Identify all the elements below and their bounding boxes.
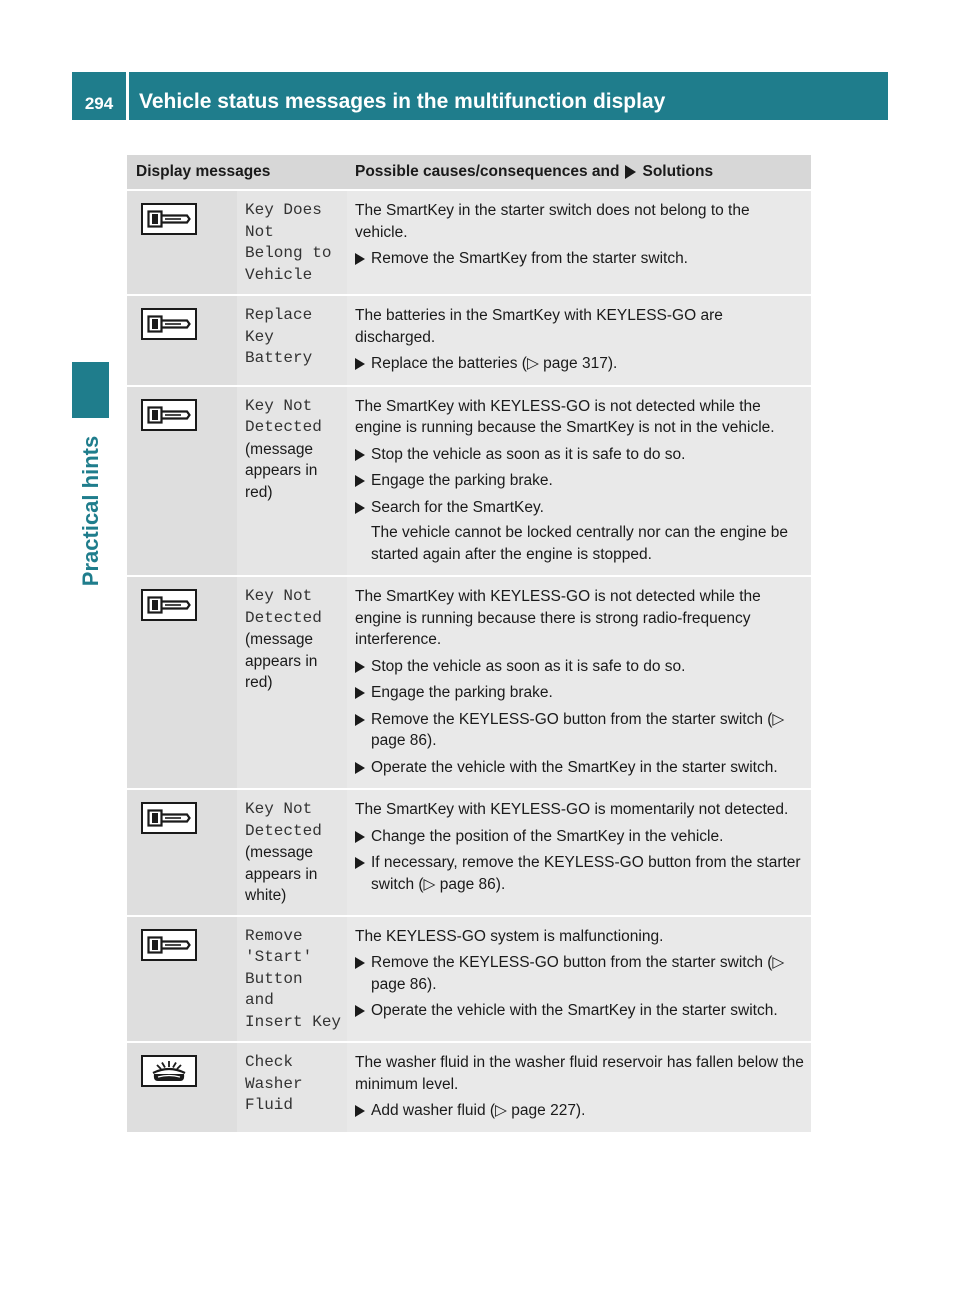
step-arrow-icon — [355, 826, 371, 848]
smartkey-icon — [141, 589, 197, 621]
solution-step — [355, 709, 805, 752]
display-message: Key Not Detected — [245, 800, 322, 840]
display-message: Remove 'Start' Button and Insert Key — [245, 926, 342, 1031]
messages-table — [127, 155, 811, 1132]
washer-fluid-icon — [141, 1055, 197, 1087]
step-arrow-icon — [355, 444, 371, 466]
solution-cell — [347, 387, 811, 576]
message-note: (message appears in white) — [245, 844, 318, 904]
step-arrow-icon — [355, 248, 371, 270]
solution-cell — [347, 191, 811, 294]
icon-cell — [127, 790, 237, 915]
cause-text: The KEYLESS-GO system is malfunctioning. — [355, 927, 664, 945]
page-header — [72, 72, 888, 120]
display-message: Key Does Not Belong to Vehicle — [245, 201, 332, 284]
step-arrow-icon — [355, 852, 371, 895]
step-text: Operate the vehicle with the SmartKey in the starter switch. — [371, 758, 778, 776]
smartkey-icon — [141, 203, 197, 235]
section-marker — [72, 362, 109, 418]
display-message: Key Not Detected — [245, 396, 322, 436]
step-note: The vehicle cannot be locked centrally nor can the engine be started again after the engine is stopped. — [371, 524, 789, 563]
step-arrow-icon — [355, 682, 371, 704]
table-row — [127, 385, 811, 576]
icon-cell — [127, 296, 237, 385]
display-message: Check Washer Fluid — [245, 1053, 303, 1114]
step-text: Change the position of the SmartKey in the vehicle. — [371, 827, 724, 845]
smartkey-icon — [141, 308, 197, 340]
cause-text: The washer fluid in the washer fluid reservoir has fallen below the minimum level. — [355, 1054, 804, 1093]
section-label: Practical hints — [77, 435, 103, 587]
table-row — [127, 1041, 811, 1132]
cause-text: The batteries in the SmartKey with KEYLESS-GO are discharged. — [355, 307, 723, 346]
step-text: If necessary, remove the KEYLESS-GO button from the starter switch (▷ page 86). — [371, 854, 801, 893]
solution-cell — [347, 790, 811, 915]
step-arrow-icon — [355, 1100, 371, 1122]
message-cell — [237, 191, 347, 294]
col-header-solutions-post: Solutions — [642, 163, 714, 180]
icon-cell — [127, 917, 237, 1042]
step-arrow-icon — [355, 656, 371, 678]
smartkey-icon — [141, 802, 197, 834]
solution-step — [355, 656, 805, 678]
message-cell — [237, 917, 347, 1042]
table-header — [127, 155, 811, 189]
step-arrow-icon — [355, 709, 371, 752]
solution-step — [355, 248, 805, 270]
solution-step — [355, 757, 805, 779]
cause-text: The SmartKey with KEYLESS-GO is momentarily not detected. — [355, 801, 789, 818]
table-row — [127, 294, 811, 385]
step-text: Replace the batteries (▷ page 317). — [371, 355, 618, 372]
page-title: Vehicle status messages in the multifunction display — [129, 72, 888, 120]
step-text: Remove the KEYLESS-GO button from the starter switch (▷ page 86). — [371, 710, 785, 749]
cause-text: The SmartKey with KEYLESS-GO is not detected while the engine is running because the SmartKey is not in the vehicle. — [355, 397, 775, 436]
message-cell — [237, 387, 347, 576]
message-cell — [237, 790, 347, 915]
step-arrow-icon — [355, 497, 371, 519]
col-header-solutions — [347, 163, 811, 181]
table-body — [127, 189, 811, 1132]
message-cell — [237, 1043, 347, 1132]
solution-cell — [347, 296, 811, 385]
solution-step — [355, 1100, 805, 1122]
step-arrow-icon — [355, 470, 371, 492]
page-number: 294 — [72, 72, 126, 120]
action-arrow-icon — [625, 165, 636, 179]
solution-step — [355, 444, 805, 466]
message-cell — [237, 577, 347, 788]
message-note: (message appears in red) — [245, 440, 318, 501]
step-text: Engage the parking brake. — [371, 684, 553, 701]
table-row — [127, 575, 811, 788]
step-arrow-icon — [355, 757, 371, 779]
step-text: Remove the KEYLESS-GO button from the starter switch (▷ page 86). — [371, 954, 785, 993]
col-header-solutions-pre: Possible causes/consequences and — [355, 163, 620, 180]
solution-cell — [347, 577, 811, 788]
step-text: Add washer fluid (▷ page 227). — [371, 1102, 586, 1119]
message-cell — [237, 296, 347, 385]
solution-cell — [347, 1043, 811, 1132]
step-text: Stop the vehicle as soon as it is safe to do so. — [371, 445, 686, 463]
step-text: Search for the SmartKey. — [371, 498, 544, 516]
col-header-display: Display messages — [136, 163, 271, 180]
cause-text: The SmartKey in the starter switch does not belong to the vehicle. — [355, 202, 750, 241]
solution-step — [355, 682, 805, 704]
cause-text: The SmartKey with KEYLESS-GO is not detected while the engine is running because there is strong radio-frequency interference. — [355, 588, 761, 648]
table-row — [127, 189, 811, 294]
solution-step — [355, 952, 805, 995]
solution-step — [355, 353, 805, 375]
solution-step — [355, 826, 805, 848]
smartkey-icon — [141, 929, 197, 961]
icon-cell — [127, 191, 237, 294]
step-text: Operate the vehicle with the SmartKey in the starter switch. — [371, 1002, 778, 1019]
step-arrow-icon — [355, 1000, 371, 1022]
solution-step — [355, 1000, 805, 1022]
solution-step — [355, 497, 805, 519]
icon-cell — [127, 577, 237, 788]
icon-cell — [127, 1043, 237, 1132]
display-message: Replace Key Battery — [245, 306, 313, 367]
solution-step — [355, 470, 805, 492]
table-row — [127, 788, 811, 915]
section-tab — [72, 426, 109, 596]
step-text: Engage the parking brake. — [371, 472, 553, 489]
smartkey-icon — [141, 399, 197, 431]
step-text: Remove the SmartKey from the starter switch. — [371, 250, 688, 267]
solution-cell — [347, 917, 811, 1042]
icon-cell — [127, 387, 237, 576]
table-row — [127, 915, 811, 1042]
display-message: Key Not Detected — [245, 587, 322, 627]
step-arrow-icon — [355, 353, 371, 375]
solution-step — [355, 852, 805, 895]
message-note: (message appears in red) — [245, 631, 318, 691]
step-arrow-icon — [355, 952, 371, 995]
step-text: Stop the vehicle as soon as it is safe to do so. — [371, 657, 686, 675]
